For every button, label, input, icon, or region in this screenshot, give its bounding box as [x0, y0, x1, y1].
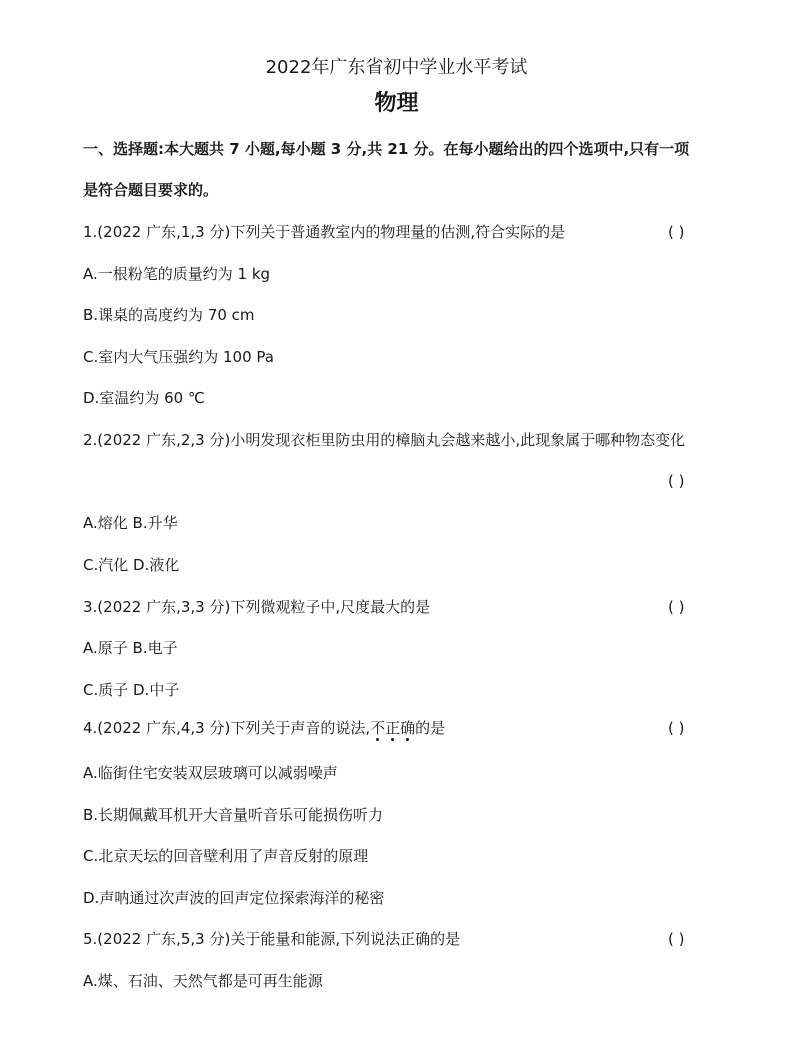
- question-4-answer-blank: ( ): [668, 719, 685, 737]
- emphasis-char: 正: [385, 719, 401, 737]
- question-4-option-b: B.长期佩戴耳机开大音量听音乐可能损伤听力: [83, 806, 384, 824]
- section-instructions-line2: 是符合题目要求的。: [83, 181, 219, 199]
- question-4-stem-start: 4.(2022 广东,4,3 分)下列关于声音的说法,: [83, 719, 371, 737]
- question-2-answer-blank: ( ): [668, 472, 685, 490]
- subject-title: 物理: [374, 91, 419, 116]
- question-2-options-cd: C.汽化 D.液化: [83, 556, 180, 574]
- question-4-option-a: A.临街住宅安装双层玻璃可以减弱噪声: [83, 764, 338, 782]
- question-4-option-d: D.声呐通过次声波的回声定位探索海洋的秘密: [83, 889, 385, 907]
- question-1-option-b: B.课桌的高度约为 70 cm: [83, 306, 255, 324]
- question-1-option-a: A.一根粉笔的质量约为 1 kg: [83, 265, 271, 283]
- question-5-answer-blank: ( ): [668, 930, 685, 948]
- emphasis-char: 确: [400, 719, 416, 737]
- question-2-stem: 2.(2022 广东,2,3 分)小明发现衣柜里防虫用的樟脑丸会越来越小,此现象属于哪种物态变化: [83, 431, 686, 449]
- question-1-option-d: D.室温约为 60 ℃: [83, 389, 205, 407]
- question-1-stem: 1.(2022 广东,1,3 分)下列关于普通教室内的物理量的估测,符合实际的是: [83, 223, 566, 241]
- question-5-stem: 5.(2022 广东,5,3 分)关于能量和能源,下列说法正确的是: [83, 930, 461, 948]
- section-instructions-line1: 一、选择题:本大题共 7 小题,每小题 3 分,共 21 分。在每小题给出的四个选项中,只有一项: [83, 140, 690, 158]
- question-5-option-a: A.煤、石油、天然气都是可再生能源: [83, 972, 323, 990]
- question-1-answer-blank: ( ): [668, 223, 685, 241]
- question-2-options-ab: A.熔化 B.升华: [83, 514, 178, 532]
- question-1-option-c: C.室内大气压强约为 100 Pa: [83, 348, 274, 366]
- question-3-options-ab: A.原子 B.电子: [83, 639, 178, 657]
- question-3-options-cd: C.质子 D.中子: [83, 681, 180, 699]
- emphasis-char: 不: [370, 719, 386, 737]
- question-3-answer-blank: ( ): [668, 598, 685, 616]
- question-3-stem: 3.(2022 广东,3,3 分)下列微观粒子中,尺度最大的是: [83, 598, 431, 616]
- question-4-stem: [83, 718, 445, 738]
- question-4-option-c: C.北京天坛的回音壁利用了声音反射的原理: [83, 847, 369, 865]
- question-4-stem-end: 的是: [415, 719, 446, 737]
- exam-title: 2022年广东省初中学业水平考试: [265, 57, 528, 78]
